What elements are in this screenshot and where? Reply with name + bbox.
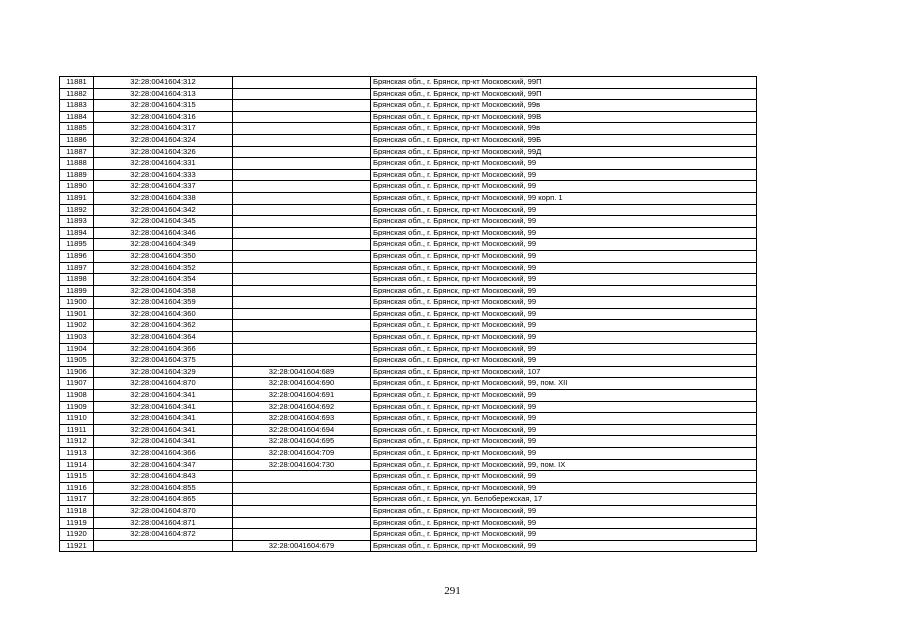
address-cell: Брянская обл., г. Брянск, ул. Белобережская, 17 [371,494,757,506]
address-cell: Брянская обл., г. Брянск, пр-кт Московский, 99В [371,111,757,123]
row-number-cell: 11916 [60,482,94,494]
address-cell: Брянская обл., г. Брянск, пр-кт Московский, 99 [371,436,757,448]
row-number-cell: 11911 [60,424,94,436]
row-number-cell: 11890 [60,181,94,193]
table-row [60,355,757,367]
address-cell: Брянская обл., г. Брянск, пр-кт Московский, 99 [371,158,757,170]
table-row [60,88,757,100]
related-cadastral-number-cell [233,482,371,494]
related-cadastral-number-cell: 32:28:0041604:730 [233,459,371,471]
table-row [60,424,757,436]
registry-table-body [60,77,757,552]
table-row [60,134,757,146]
row-number-cell: 11919 [60,517,94,529]
related-cadastral-number-cell [233,355,371,367]
related-cadastral-number-cell: 32:28:0041604:679 [233,540,371,552]
row-number-cell: 11920 [60,529,94,541]
address-cell: Брянская обл., г. Брянск, пр-кт Московский, 99 [371,262,757,274]
cadastral-number-cell: 32:28:0041604:317 [94,123,233,135]
related-cadastral-number-cell: 32:28:0041604:693 [233,413,371,425]
table-row [60,250,757,262]
row-number-cell: 11881 [60,77,94,89]
address-cell: Брянская обл., г. Брянск, пр-кт Московский, 99Б [371,134,757,146]
cadastral-number-cell: 32:28:0041604:362 [94,320,233,332]
address-cell: Брянская обл., г. Брянск, пр-кт Московский, 99 [371,505,757,517]
address-cell: Брянская обл., г. Брянск, пр-кт Московский, 99 [371,540,757,552]
related-cadastral-number-cell [233,262,371,274]
row-number-cell: 11896 [60,250,94,262]
table-row [60,297,757,309]
related-cadastral-number-cell: 32:28:0041604:709 [233,448,371,460]
row-number-cell: 11902 [60,320,94,332]
row-number-cell: 11915 [60,471,94,483]
related-cadastral-number-cell [233,158,371,170]
cadastral-number-cell: 32:28:0041604:329 [94,366,233,378]
address-cell: Брянская обл., г. Брянск, пр-кт Московский, 99, пом. IX [371,459,757,471]
cadastral-number-cell: 32:28:0041604:375 [94,355,233,367]
address-cell: Брянская обл., г. Брянск, пр-кт Московский, 99 [371,401,757,413]
related-cadastral-number-cell [233,505,371,517]
address-cell: Брянская обл., г. Брянск, пр-кт Московский, 99 [371,448,757,460]
row-number-cell: 11900 [60,297,94,309]
cadastral-number-cell: 32:28:0041604:341 [94,413,233,425]
cadastral-number-cell: 32:28:0041604:865 [94,494,233,506]
table-row [60,77,757,89]
related-cadastral-number-cell [233,343,371,355]
address-cell: Брянская обл., г. Брянск, пр-кт Московский, 107 [371,366,757,378]
related-cadastral-number-cell: 32:28:0041604:689 [233,366,371,378]
cadastral-number-cell: 32:28:0041604:364 [94,332,233,344]
related-cadastral-number-cell [233,517,371,529]
address-cell: Брянская обл., г. Брянск, пр-кт Московский, 99 [371,482,757,494]
table-row [60,192,757,204]
cadastral-number-cell: 32:28:0041604:870 [94,378,233,390]
row-number-cell: 11895 [60,239,94,251]
table-row [60,181,757,193]
address-cell: Брянская обл., г. Брянск, пр-кт Московский, 99П [371,77,757,89]
address-cell: Брянская обл., г. Брянск, пр-кт Московский, 99Д [371,146,757,158]
related-cadastral-number-cell [233,529,371,541]
address-cell: Брянская обл., г. Брянск, пр-кт Московский, 99 [371,239,757,251]
page-number: 291 [444,585,461,597]
related-cadastral-number-cell [233,285,371,297]
table-row [60,285,757,297]
address-cell: Брянская обл., г. Брянск, пр-кт Московский, 99П [371,88,757,100]
row-number-cell: 11905 [60,355,94,367]
table-row [60,378,757,390]
cadastral-number-cell: 32:28:0041604:345 [94,216,233,228]
cadastral-number-cell: 32:28:0041604:338 [94,192,233,204]
cadastral-number-cell: 32:28:0041604:331 [94,158,233,170]
table-row [60,366,757,378]
related-cadastral-number-cell [233,227,371,239]
cadastral-number-cell: 32:28:0041604:350 [94,250,233,262]
cadastral-number-cell: 32:28:0041604:855 [94,482,233,494]
related-cadastral-number-cell [233,192,371,204]
cadastral-number-cell [94,540,233,552]
address-cell: Брянская обл., г. Брянск, пр-кт Московский, 99 [371,355,757,367]
related-cadastral-number-cell: 32:28:0041604:690 [233,378,371,390]
row-number-cell: 11914 [60,459,94,471]
cadastral-number-cell: 32:28:0041604:337 [94,181,233,193]
row-number-cell: 11885 [60,123,94,135]
address-cell: Брянская обл., г. Брянск, пр-кт Московский, 99 [371,413,757,425]
related-cadastral-number-cell [233,250,371,262]
cadastral-number-cell: 32:28:0041604:326 [94,146,233,158]
row-number-cell: 11887 [60,146,94,158]
table-row [60,517,757,529]
table-row [60,274,757,286]
cadastral-number-cell: 32:28:0041604:872 [94,529,233,541]
registry-table [59,76,757,552]
row-number-cell: 11912 [60,436,94,448]
address-cell: Брянская обл., г. Брянск, пр-кт Московский, 99 [371,471,757,483]
table-row [60,343,757,355]
row-number-cell: 11913 [60,448,94,460]
cadastral-number-cell: 32:28:0041604:359 [94,297,233,309]
cadastral-number-cell: 32:28:0041604:871 [94,517,233,529]
row-number-cell: 11918 [60,505,94,517]
table-row [60,262,757,274]
address-cell: Брянская обл., г. Брянск, пр-кт Московский, 99 [371,320,757,332]
cadastral-number-cell: 32:28:0041604:342 [94,204,233,216]
cadastral-number-cell: 32:28:0041604:366 [94,448,233,460]
row-number-cell: 11909 [60,401,94,413]
address-cell: Брянская обл., г. Брянск, пр-кт Московский, 99 [371,343,757,355]
related-cadastral-number-cell [233,320,371,332]
address-cell: Брянская обл., г. Брянск, пр-кт Московский, 99 [371,216,757,228]
table-row [60,216,757,228]
address-cell: Брянская обл., г. Брянск, пр-кт Московский, 99 [371,250,757,262]
address-cell: Брянская обл., г. Брянск, пр-кт Московский, 99 [371,204,757,216]
row-number-cell: 11892 [60,204,94,216]
address-cell: Брянская обл., г. Брянск, пр-кт Московский, 99 [371,297,757,309]
cadastral-number-cell: 32:28:0041604:312 [94,77,233,89]
address-cell: Брянская обл., г. Брянск, пр-кт Московский, 99 [371,390,757,402]
related-cadastral-number-cell [233,297,371,309]
row-number-cell: 11898 [60,274,94,286]
row-number-cell: 11882 [60,88,94,100]
related-cadastral-number-cell: 32:28:0041604:691 [233,390,371,402]
cadastral-number-cell: 32:28:0041604:341 [94,436,233,448]
table-row [60,540,757,552]
table-row [60,320,757,332]
related-cadastral-number-cell [233,494,371,506]
related-cadastral-number-cell [233,216,371,228]
table-row [60,332,757,344]
cadastral-number-cell: 32:28:0041604:333 [94,169,233,181]
address-cell: Брянская обл., г. Брянск, пр-кт Московский, 99 корп. 1 [371,192,757,204]
table-row [60,471,757,483]
cadastral-number-cell: 32:28:0041604:341 [94,401,233,413]
table-row [60,459,757,471]
table-row [60,308,757,320]
row-number-cell: 11889 [60,169,94,181]
table-row [60,239,757,251]
address-cell: Брянская обл., г. Брянск, пр-кт Московский, 99 [371,227,757,239]
cadastral-number-cell: 32:28:0041604:316 [94,111,233,123]
related-cadastral-number-cell: 32:28:0041604:692 [233,401,371,413]
related-cadastral-number-cell [233,181,371,193]
related-cadastral-number-cell [233,274,371,286]
row-number-cell: 11897 [60,262,94,274]
row-number-cell: 11921 [60,540,94,552]
related-cadastral-number-cell [233,204,371,216]
table-row [60,123,757,135]
related-cadastral-number-cell [233,77,371,89]
related-cadastral-number-cell: 32:28:0041604:694 [233,424,371,436]
row-number-cell: 11886 [60,134,94,146]
related-cadastral-number-cell [233,169,371,181]
row-number-cell: 11906 [60,366,94,378]
row-number-cell: 11888 [60,158,94,170]
table-row [60,227,757,239]
related-cadastral-number-cell [233,134,371,146]
related-cadastral-number-cell [233,123,371,135]
table-row [60,401,757,413]
table-row [60,436,757,448]
related-cadastral-number-cell [233,100,371,112]
address-cell: Брянская обл., г. Брянск, пр-кт Московский, 99, пом. XII [371,378,757,390]
row-number-cell: 11899 [60,285,94,297]
cadastral-number-cell: 32:28:0041604:315 [94,100,233,112]
row-number-cell: 11907 [60,378,94,390]
address-cell: Брянская обл., г. Брянск, пр-кт Московский, 99 [371,169,757,181]
address-cell: Брянская обл., г. Брянск, пр-кт Московский, 99в [371,123,757,135]
table-row [60,204,757,216]
row-number-cell: 11894 [60,227,94,239]
cadastral-number-cell: 32:28:0041604:870 [94,505,233,517]
row-number-cell: 11908 [60,390,94,402]
cadastral-number-cell: 32:28:0041604:349 [94,239,233,251]
row-number-cell: 11901 [60,308,94,320]
row-number-cell: 11883 [60,100,94,112]
related-cadastral-number-cell [233,332,371,344]
row-number-cell: 11904 [60,343,94,355]
cadastral-number-cell: 32:28:0041604:324 [94,134,233,146]
row-number-cell: 11910 [60,413,94,425]
cadastral-number-cell: 32:28:0041604:358 [94,285,233,297]
row-number-cell: 11891 [60,192,94,204]
address-cell: Брянская обл., г. Брянск, пр-кт Московский, 99 [371,424,757,436]
cadastral-number-cell: 32:28:0041604:360 [94,308,233,320]
table-row [60,390,757,402]
table-row [60,146,757,158]
table-row [60,448,757,460]
address-cell: Брянская обл., г. Брянск, пр-кт Московский, 99 [371,308,757,320]
address-cell: Брянская обл., г. Брянск, пр-кт Московский, 99 [371,274,757,286]
table-row [60,169,757,181]
address-cell: Брянская обл., г. Брянск, пр-кт Московский, 99 [371,181,757,193]
table-row [60,482,757,494]
related-cadastral-number-cell: 32:28:0041604:695 [233,436,371,448]
cadastral-number-cell: 32:28:0041604:341 [94,390,233,402]
related-cadastral-number-cell [233,111,371,123]
cadastral-number-cell: 32:28:0041604:843 [94,471,233,483]
table-row [60,529,757,541]
related-cadastral-number-cell [233,88,371,100]
cadastral-number-cell: 32:28:0041604:341 [94,424,233,436]
related-cadastral-number-cell [233,146,371,158]
row-number-cell: 11903 [60,332,94,344]
table-row [60,505,757,517]
table-row [60,413,757,425]
table-row [60,100,757,112]
address-cell: Брянская обл., г. Брянск, пр-кт Московский, 99в [371,100,757,112]
row-number-cell: 11917 [60,494,94,506]
cadastral-number-cell: 32:28:0041604:346 [94,227,233,239]
related-cadastral-number-cell [233,239,371,251]
address-cell: Брянская обл., г. Брянск, пр-кт Московский, 99 [371,529,757,541]
row-number-cell: 11893 [60,216,94,228]
table-row [60,111,757,123]
address-cell: Брянская обл., г. Брянск, пр-кт Московский, 99 [371,285,757,297]
table-row [60,158,757,170]
related-cadastral-number-cell [233,308,371,320]
table-row [60,494,757,506]
related-cadastral-number-cell [233,471,371,483]
address-cell: Брянская обл., г. Брянск, пр-кт Московский, 99 [371,332,757,344]
cadastral-number-cell: 32:28:0041604:354 [94,274,233,286]
address-cell: Брянская обл., г. Брянск, пр-кт Московский, 99 [371,517,757,529]
cadastral-number-cell: 32:28:0041604:313 [94,88,233,100]
cadastral-number-cell: 32:28:0041604:366 [94,343,233,355]
cadastral-number-cell: 32:28:0041604:347 [94,459,233,471]
row-number-cell: 11884 [60,111,94,123]
cadastral-number-cell: 32:28:0041604:352 [94,262,233,274]
